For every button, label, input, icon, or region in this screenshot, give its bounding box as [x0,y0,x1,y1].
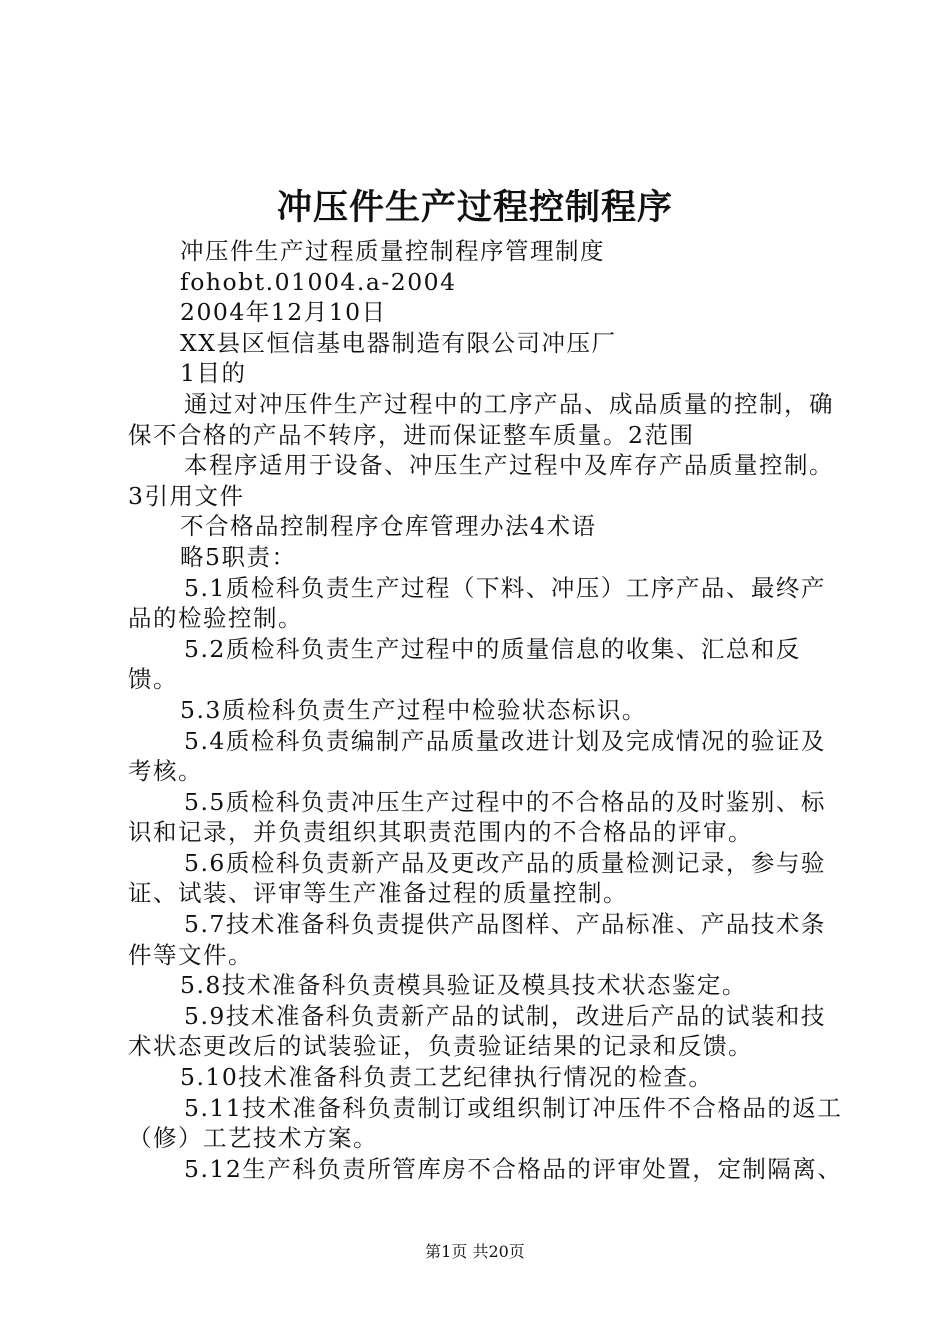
paragraph: 5.7技术准备科负责提供产品图样、产品标准、产品技术条件等文件。 [128,910,826,969]
paragraph: 5.4质检科负责编制产品质量改进计划及完成情况的验证及考核。 [128,726,826,786]
paragraph: 5.5质检科负责冲压生产过程中的不合格品的及时鉴别、标识和记录，并负责组织其职责范围内的不合格品的评审。 [128,787,826,847]
paragraph: 5.6质检科负责新产品及更改产品的质量检测记录，参与验证、试装、评审等生产准备过程的质量控制。 [128,848,826,908]
company-name: XX县区恒信基电器制造有限公司冲压厂 [180,328,617,357]
paragraph: 通过对冲压件生产过程中的工序产品、成品质量的控制，确保不合格的产品不转序，进而保证整车质量。2范围 [128,389,834,449]
paragraph: 略5职责： [180,542,297,571]
page-footer: 第1页 共20页 [425,1242,525,1261]
paragraph: 5.10技术准备科负责工艺纪律执行情况的检查。 [180,1063,714,1092]
subtitle-line: 冲压件生产过程质量控制程序管理制度 [180,237,605,265]
paragraph: 5.3质检科负责生产过程中检验状态标识。 [180,695,647,724]
document-date: 2004年12月10日 [180,298,387,327]
paragraph: 5.1质检科负责生产过程（下料、冲压）工序产品、最终产品的检验控制。 [128,573,826,633]
document-code: fohobt.01004.a-2004 [180,267,457,296]
paragraph: 5.11技术准备科负责制订或组织制订冲压件不合格品的返工（修）工艺技术方案。 [128,1093,843,1153]
paragraph: 5.8技术准备科负责模具验证及模具技术状态鉴定。 [180,971,747,1000]
section-heading: 1目的 [180,359,247,388]
paragraph: 5.9技术准备科负责新产品的试制，改进后产品的试装和技术状态更改后的试装验证，负责验证结果的记录和反馈。 [128,1001,826,1061]
paragraph: 5.2质检科负责生产过程中的质量信息的收集、汇总和反馈。 [128,634,801,694]
paragraph: 5.12生产科负责所管库房不合格品的评审处置，定制隔离、 [184,1154,843,1183]
document-body [128,236,844,1184]
document-title: 冲压件生产过程控制程序 [276,187,673,228]
paragraph: 不合格品控制程序仓库管理办法4术语 [180,512,597,541]
paragraph: 本程序适用于设备、冲压生产过程中及库存产品质量控制。3引用文件 [128,451,834,510]
